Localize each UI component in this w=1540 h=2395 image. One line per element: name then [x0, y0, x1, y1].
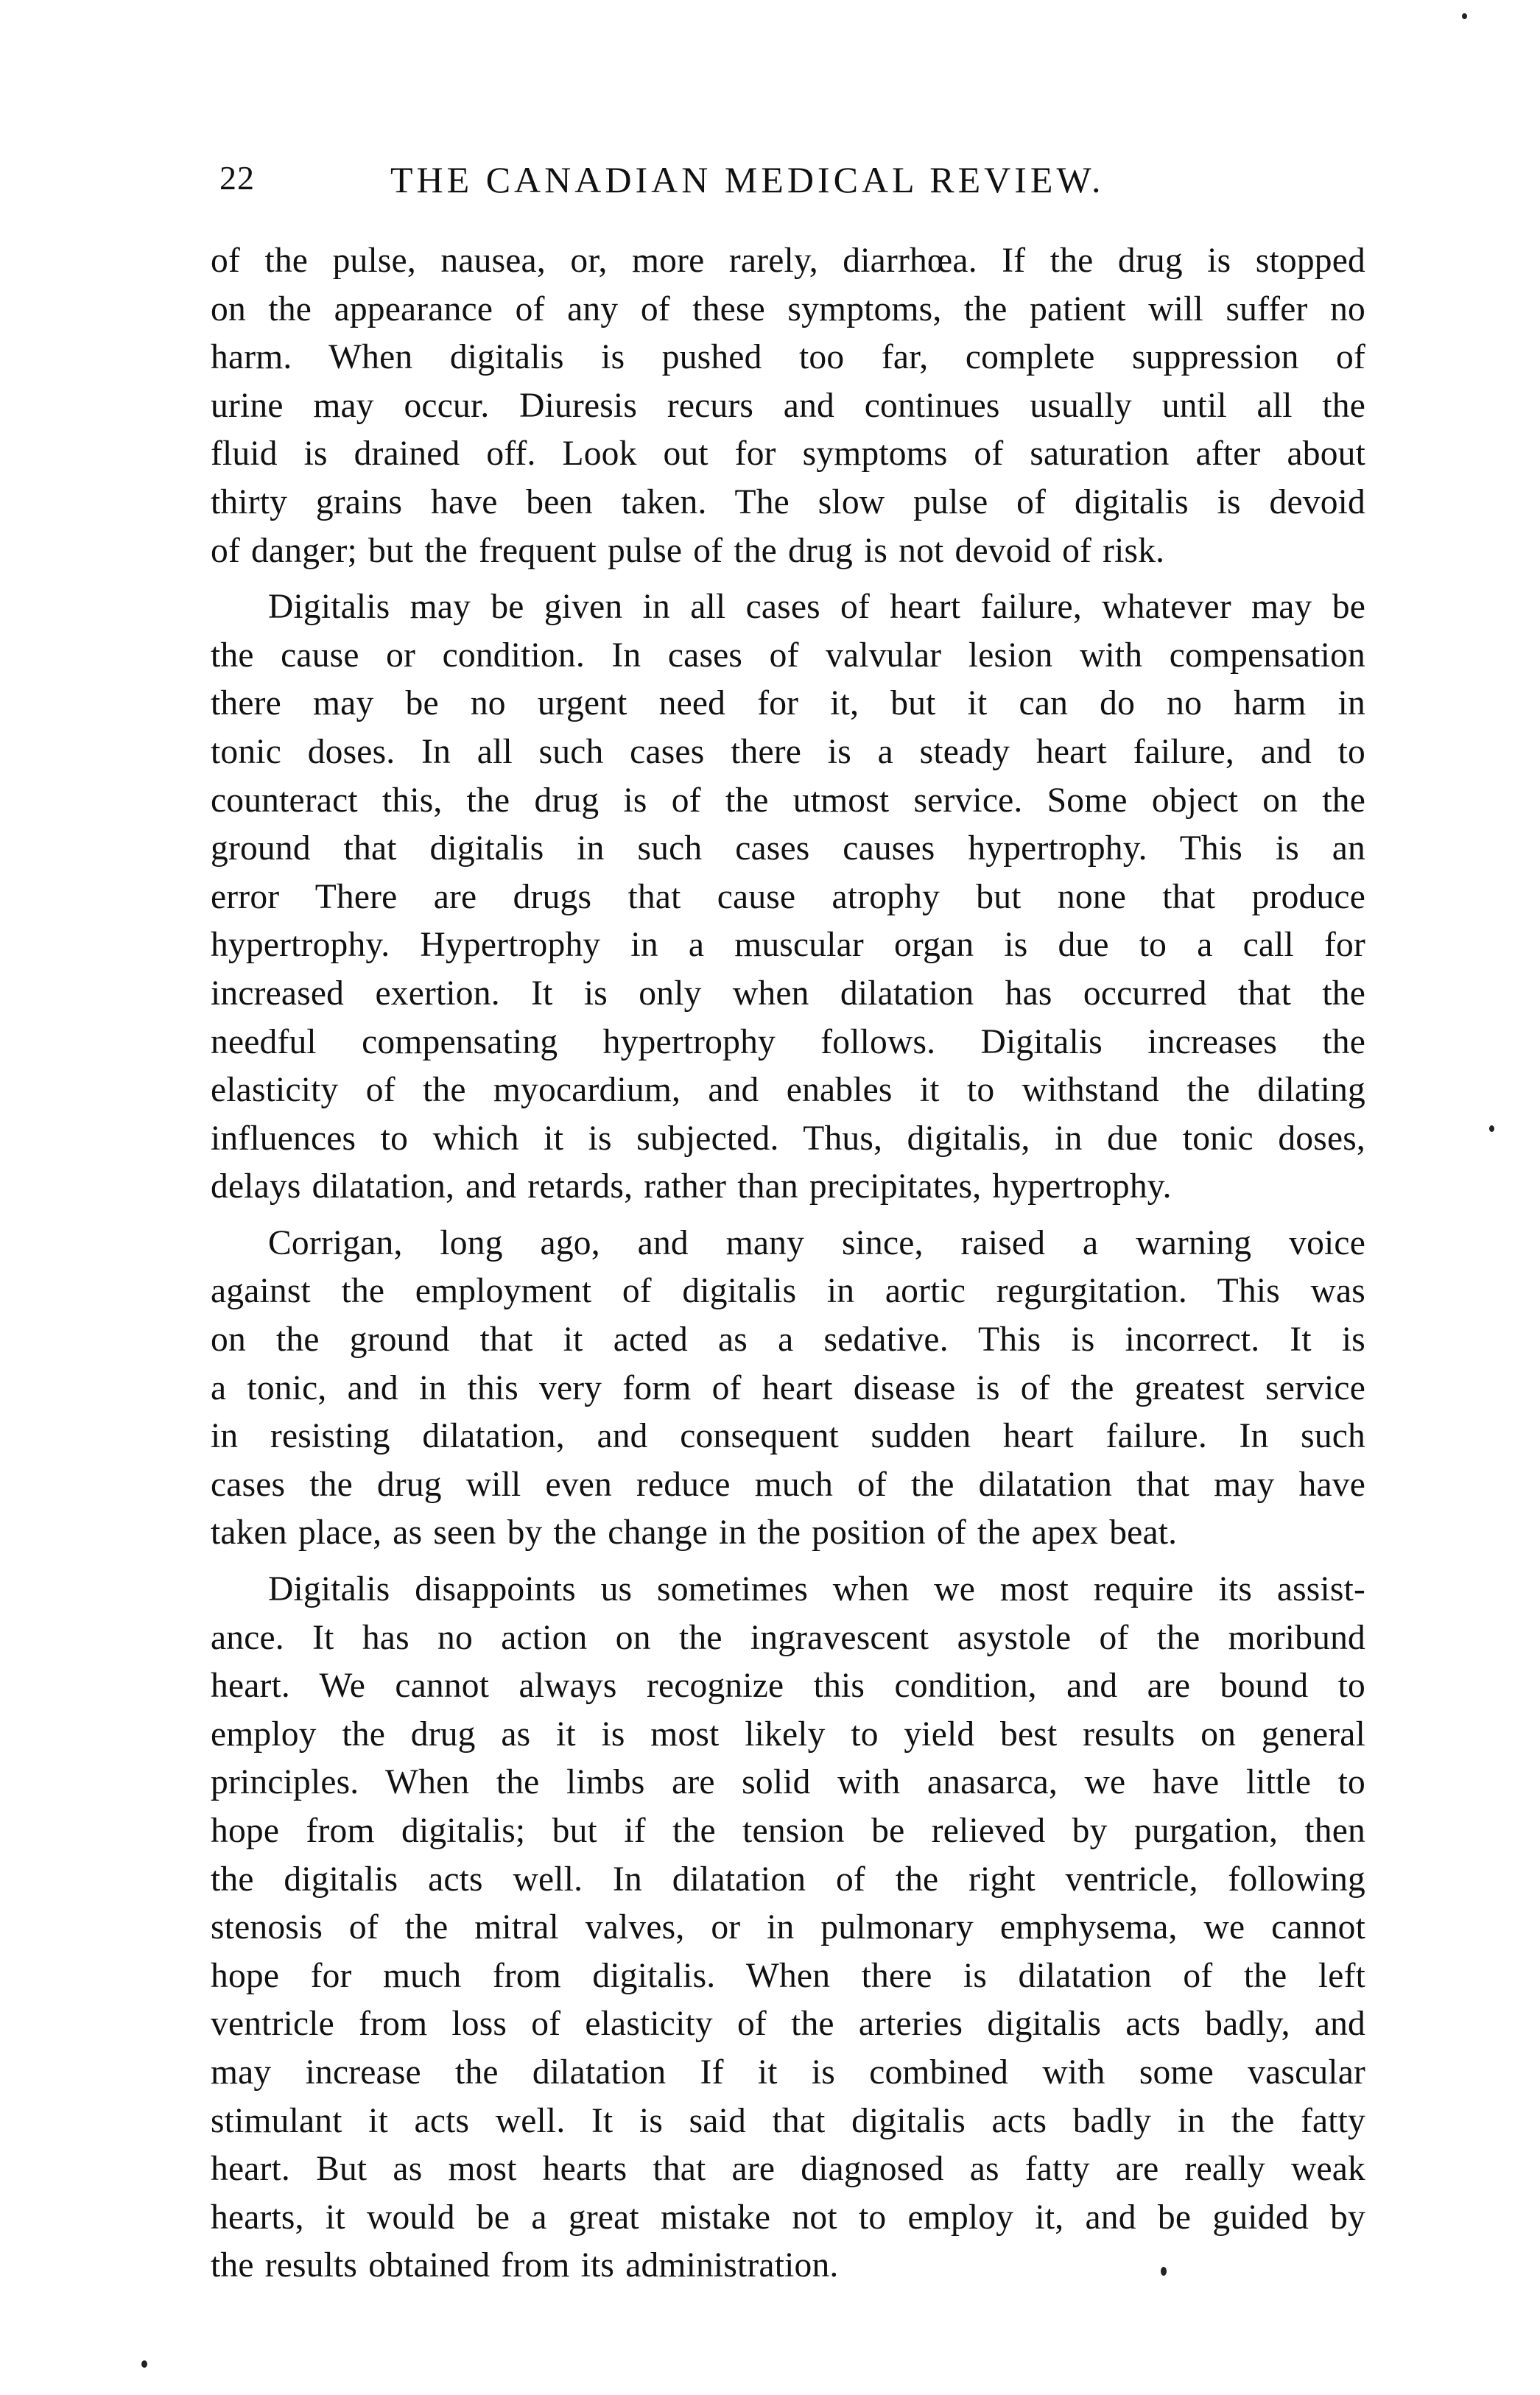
- text-line: the results obtained from its administration.: [211, 2246, 839, 2285]
- text-line: hypertrophy. Hypertrophy in a muscular organ is due to a call for: [211, 926, 1365, 965]
- text-line: thirty grains have been taken. The slow pulse of digitalis is devoid: [211, 482, 1365, 521]
- text-line: heart. But as most hearts that are diagnosed as fatty are really weak: [211, 2150, 1365, 2189]
- text-line: the digitalis acts well. In dilatation of the right ventricle, following: [211, 1860, 1365, 1899]
- text-line: increased exertion. It is only when dilatation has occurred that the: [211, 974, 1365, 1013]
- text-line: of the pulse, nausea, or, more rarely, diarrhœa. If the drug is stopped: [211, 242, 1365, 280]
- text-line: Corrigan, long ago, and many since, raised a warning voice: [268, 1223, 1365, 1262]
- text-line: harm. When digitalis is pushed too far, complete suppression of: [211, 338, 1365, 377]
- text-line: elasticity of the myocardium, and enables it to withstand the dilating: [211, 1071, 1365, 1110]
- page-number: 22: [219, 159, 255, 197]
- text-line: needful compensating hypertrophy follows. Digitalis increases the: [211, 1022, 1365, 1061]
- text-line: hope for much from digitalis. When there is dilatation of the left: [211, 1956, 1365, 1995]
- text-line: on the appearance of any of these symptoms, the patient will suffer no: [211, 289, 1365, 328]
- paragraph-2: [211, 583, 1365, 1211]
- text-line: the cause or condition. In cases of valvular lesion with compensation: [211, 636, 1365, 675]
- text-line: ance. It has no action on the ingravescent asystole of the moribund: [211, 1618, 1365, 1657]
- text-line: ventricle from loss of elasticity of the arteries digitalis acts badly, and: [211, 2005, 1365, 2044]
- text-line: employ the drug as it is most likely to yield best results on general: [211, 1715, 1365, 1754]
- text-line: Digitalis may be given in all cases of heart failure, whatever may be: [268, 588, 1365, 627]
- ink-speck: [1489, 1125, 1494, 1132]
- text-line: principles. When the limbs are solid with anasarca, we have little to: [211, 1763, 1365, 1802]
- text-line: there may be no urgent need for it, but it can do no harm in: [211, 684, 1365, 723]
- text-line: Digitalis disappoints us sometimes when we most require its assist-: [268, 1570, 1365, 1609]
- text-line: on the ground that it acted as a sedative. This is incorrect. It is: [211, 1320, 1365, 1360]
- text-line: heart. We cannot always recognize this condition, and are bound to: [211, 1667, 1365, 1706]
- paragraph-4: [211, 1566, 1365, 2290]
- text-line: tonic doses. In all such cases there is a steady heart failure, and to: [211, 732, 1365, 771]
- text-line: stimulant it acts well. It is said that digitalis acts badly in the fatty: [211, 2101, 1365, 2140]
- text-line: may increase the dilatation If it is combined with some vascular: [211, 2053, 1365, 2092]
- text-line: hearts, it would be a great mistake not to employ it, and be guided by: [211, 2198, 1365, 2237]
- text-line: fluid is drained off. Look out for symptoms of saturation after about: [211, 435, 1365, 474]
- text-line: of danger; but the frequent pulse of the drug is not devoid of risk.: [211, 531, 1165, 570]
- text-line: counteract this, the drug is of the utmost service. Some object on the: [211, 781, 1365, 820]
- paragraph-3: [211, 1220, 1365, 1558]
- running-title: THE CANADIAN MEDICAL REVIEW.: [390, 159, 1105, 200]
- text-line: a tonic, and in this very form of heart disease is of the greatest service: [211, 1368, 1365, 1407]
- text-line: hope from digitalis; but if the tension be relieved by purgation, then: [211, 1812, 1365, 1850]
- text-line: influences to which it is subjected. Thus, digitalis, in due tonic doses,: [211, 1119, 1365, 1158]
- text-line: delays dilatation, and retards, rather than precipitates, hypertrophy.: [211, 1167, 1172, 1206]
- text-line: against the employment of digitalis in aortic regurgitation. This was: [211, 1272, 1365, 1311]
- text-line: error There are drugs that cause atrophy but none that produce: [211, 877, 1365, 916]
- text-line: stenosis of the mitral valves, or in pulmonary emphysema, we cannot: [211, 1908, 1365, 1947]
- ink-speck: [1161, 2267, 1167, 2276]
- text-line: cases the drug will even reduce much of the dilatation that may have: [211, 1465, 1365, 1504]
- paragraph-1: [211, 237, 1365, 575]
- article-body: [211, 237, 1365, 2299]
- ink-speck: [141, 2360, 147, 2368]
- page-header: [219, 158, 1368, 210]
- text-line: ground that digitalis in such cases causes hypertrophy. This is an: [211, 829, 1365, 868]
- ink-speck: [1462, 13, 1467, 19]
- text-line: in resisting dilatation, and consequent sudden heart failure. In such: [211, 1417, 1365, 1456]
- text-line: urine may occur. Diuresis recurs and continues usually until all the: [211, 386, 1365, 425]
- text-line: taken place, as seen by the change in the position of the apex beat.: [211, 1513, 1178, 1552]
